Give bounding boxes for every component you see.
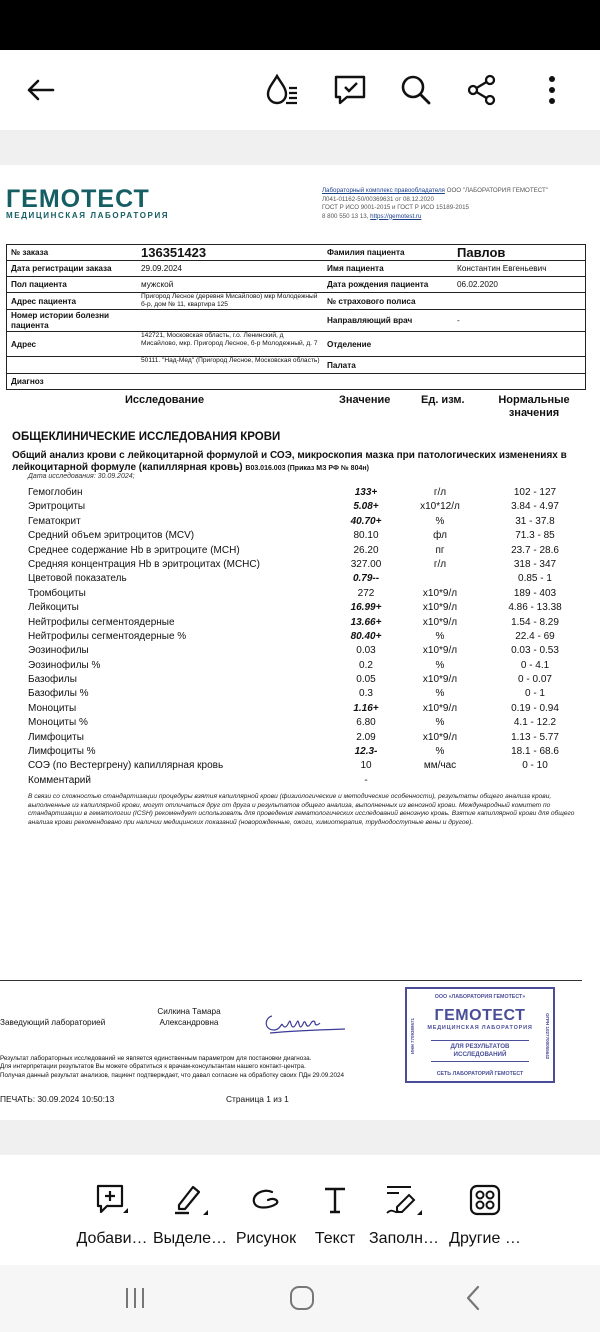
capillary-note: В связи со сложностью стандартизации процедуры взятия капиллярной крови (физиологические и методические особенности), результаты общего анализа крови, выполненные из капиллярной крови, могут отличаться друг от друга и результатов общего анализа, выполненных из венозной крови. Международный комитет по стандартизации в гематологии (ICSH) рекомендует использовать для проведения гематологических исследований венозную кровь. Взятие капиллярной крови для общего анализа крови рекомендовано при наличии медицинских показаний (новорожденные, ожоги, химиотерапия, труднодоступные вены и другое).	[28, 793, 575, 826]
result-range: 1.13 - 5.77	[511, 731, 559, 743]
logo-tagline: МЕДИЦИНСКАЯ ЛАБОРАТОРИЯ	[6, 211, 170, 220]
result-range: 31 - 37.8	[515, 515, 555, 527]
result-row	[0, 659, 600, 673]
stamp-bottom: СЕТЬ ЛАБОРАТОРИЙ ГЕМОТЕСТ	[436, 1071, 524, 1077]
tool-draw[interactable]	[226, 1180, 306, 1248]
disclaimer	[0, 1055, 380, 1080]
result-value: 0.3	[359, 688, 373, 700]
address2-value: 142721, Московская область, г.о. Ленинский, д Мисайлово, мкр. Пригород Лесное, б-р Молодежный, д. 7	[141, 332, 318, 347]
lab-license: Л041-01162-50/00369631 от 08.12.2020	[322, 195, 434, 203]
result-range: 0.03 - 0.53	[511, 645, 559, 657]
edit-toolbar	[0, 1155, 600, 1265]
tool-fill-sign[interactable]	[364, 1180, 444, 1248]
lab-link[interactable]: Лабораторный комплекс правообладателя	[322, 187, 445, 194]
result-value: 6.80	[356, 717, 376, 729]
lab-site-link[interactable]: https://gemotest.ru	[370, 212, 422, 220]
result-unit: мм/час	[423, 760, 457, 772]
lab-owner: ООО "ЛАБОРАТОРИЯ ГЕМОТЕСТ"	[444, 187, 549, 194]
disclaimer-line-2: Для интерпретации результатов Вы можете обратиться к врачам-консультантам нашего контакт-центра.	[0, 1063, 306, 1071]
result-range: 18.1 - 68.6	[511, 746, 559, 758]
result-unit: г/л	[433, 487, 447, 498]
test-title: Общий анализ крови с лейкоцитарной формулой и СОЭ, микроскопия мазка при патологических изменениях в лейкоцитарной формуле (капиллярная кровь)	[12, 450, 567, 473]
result-name: Цветовой показатель	[28, 573, 127, 585]
results-table	[0, 486, 600, 788]
back-arrow-icon[interactable]	[20, 70, 60, 110]
page-number: Страница 1 из 1	[226, 1094, 289, 1104]
stamp-top: ООО «ЛАБОРАТОРИЯ ГЕМОТЕСТ»	[434, 994, 526, 1000]
diagnosis-label: Диагноз	[11, 377, 44, 386]
result-row	[0, 702, 600, 716]
tool-highlight[interactable]	[150, 1180, 230, 1248]
result-name: СОЭ (по Вестергрену) капиллярная кровь	[28, 760, 224, 772]
result-value: -	[364, 774, 368, 786]
sex-value: мужской	[141, 280, 174, 289]
result-name: Лейкоциты	[28, 602, 79, 614]
result-value: 0.05	[356, 674, 376, 686]
result-value: 12.3-	[354, 746, 378, 758]
tool-label: Текст	[314, 1230, 356, 1247]
result-value: 0.03	[356, 645, 376, 657]
ink-drop-icon[interactable]	[262, 70, 302, 110]
result-value: 1.16+	[353, 702, 379, 714]
result-unit: х10*9/л	[422, 587, 458, 599]
result-name: Нейтрофилы сегментоядерные %	[28, 630, 187, 642]
stamp-inn: ИНН 7709389571	[410, 1018, 415, 1055]
result-unit: %	[435, 515, 445, 527]
result-unit: %	[435, 630, 445, 642]
lab-phone: 8 800 550 13 13,	[322, 212, 371, 220]
result-value: 13.66+	[350, 616, 382, 628]
signer-name: Силкина Тамара Александровна	[157, 1007, 221, 1027]
regdate-value: 29.09.2024	[141, 264, 182, 273]
result-name: Моноциты	[28, 702, 77, 714]
brand-logo	[6, 187, 169, 220]
result-name: Средняя концентрация Hb в эритроцитах (MCHC)	[28, 558, 260, 570]
result-row	[0, 601, 600, 615]
result-value: 40.70+	[350, 515, 382, 527]
tool-label: Добави…	[76, 1230, 148, 1247]
result-range: 4.86 - 13.38	[508, 602, 562, 614]
result-range: 0.85 - 1	[518, 573, 552, 585]
result-name: Гематокрит	[28, 515, 81, 527]
doctor-value: -	[457, 316, 460, 325]
result-row	[0, 558, 600, 572]
col-study: Исследование	[125, 394, 205, 406]
result-range: 4.1 - 12.2	[513, 717, 557, 729]
result-range: 189 - 403	[513, 587, 557, 599]
result-row	[0, 500, 600, 514]
tool-label: Рисунок	[235, 1230, 297, 1247]
address2-label: Адрес	[11, 340, 37, 349]
result-name: Тромбоциты	[28, 587, 86, 599]
home-icon[interactable]	[287, 1283, 317, 1313]
result-row	[0, 529, 600, 543]
result-row	[0, 759, 600, 773]
result-name: Лимфоциты	[28, 731, 84, 743]
result-name: Комментарий	[28, 774, 91, 786]
result-name: Эозинофилы %	[28, 659, 101, 671]
viewer-gap-top	[0, 130, 600, 165]
signer-role: Заведующий лабораторией	[0, 1018, 106, 1027]
fill-sign-icon	[364, 1180, 444, 1220]
nav-back-icon[interactable]	[458, 1283, 488, 1313]
result-row	[0, 544, 600, 558]
stamp-brand: ГЕМОТЕСТ	[434, 1007, 526, 1024]
stamp-ogrn: ОГРН 1027700055642	[545, 1012, 550, 1060]
order-number: 136351423	[141, 245, 207, 260]
search-icon[interactable]	[396, 70, 436, 110]
result-name: Среднее содержание Hb в эритроците (MCH)	[28, 544, 240, 556]
name-label: Имя пациента	[327, 264, 384, 273]
result-unit: фл	[433, 530, 447, 542]
grid-icon	[445, 1180, 525, 1220]
result-range: 0 - 10	[522, 760, 548, 772]
result-name: Средний объем эритроцитов (MCV)	[28, 530, 195, 542]
lab-stamp	[405, 987, 555, 1083]
result-name: Эритроциты	[28, 501, 86, 513]
col-value: Значение	[339, 394, 391, 406]
system-nav-bar	[0, 1265, 600, 1332]
result-row	[0, 616, 600, 630]
surname-value: Павлов	[457, 245, 506, 260]
result-row	[0, 745, 600, 759]
stamp-tagline: МЕДИЦИНСКАЯ ЛАБОРАТОРИЯ	[427, 1025, 533, 1031]
result-row	[0, 630, 600, 644]
more-vertical-icon[interactable]	[532, 70, 572, 110]
result-range: 1.54 - 8.29	[511, 616, 559, 628]
patient-table	[6, 244, 586, 390]
result-range: 318 - 347	[513, 558, 557, 570]
result-range: 0 - 1	[524, 688, 545, 700]
order-label: № заказа	[11, 248, 49, 257]
col-norm: Нормальные значения	[498, 394, 570, 419]
result-value: 0.2	[359, 659, 373, 671]
result-range: 22.4 - 69	[515, 630, 555, 642]
pdf-page[interactable]	[0, 165, 600, 1120]
recents-icon[interactable]	[120, 1283, 150, 1313]
comment-icon[interactable]	[330, 70, 370, 110]
result-value: 16.99+	[350, 602, 382, 614]
result-row	[0, 731, 600, 745]
result-name: Нейтрофилы сегментоядерные	[28, 616, 175, 628]
result-row	[0, 774, 600, 788]
result-name: Базофилы %	[28, 688, 89, 700]
result-unit: х10*9/л	[422, 702, 458, 714]
result-unit: х10*9/л	[422, 616, 458, 628]
result-range: 0 - 4.1	[520, 659, 550, 671]
result-unit: х10*9/л	[422, 674, 458, 686]
status-bar	[0, 0, 600, 50]
result-name: Эозинофилы	[28, 645, 89, 657]
signature-icon	[262, 1010, 348, 1043]
study-date: Дата исследования: 30.09.2024;	[28, 473, 135, 480]
result-unit: %	[435, 746, 445, 758]
result-range: 0 - 0.07	[518, 674, 552, 686]
result-row	[0, 644, 600, 658]
tool-label: Заполн…	[369, 1230, 439, 1247]
surname-label: Фамилия пациента	[327, 248, 405, 257]
result-unit: х10*9/л	[422, 645, 458, 657]
result-row	[0, 587, 600, 601]
col-unit: Ед. изм.	[421, 394, 465, 406]
result-value: 26.20	[353, 544, 379, 556]
result-value: 5.08+	[353, 501, 379, 513]
result-unit: %	[435, 659, 445, 671]
share-icon[interactable]	[462, 70, 502, 110]
result-value: 0.79--	[352, 573, 380, 585]
test-code: B03.016.003 (Приказ МЗ РФ № 804н)	[245, 464, 369, 472]
address-label: Адрес пациента	[11, 297, 77, 306]
disclaimer-line-1: Результат лабораторных исследований не является единственным параметром для постановки диагноза.	[0, 1055, 312, 1062]
result-range: 0.19 - 0.94	[511, 702, 559, 714]
result-row	[0, 572, 600, 586]
result-row	[0, 687, 600, 701]
draw-icon	[226, 1180, 306, 1220]
highlighter-icon	[150, 1180, 230, 1220]
result-range: 23.7 - 28.6	[511, 544, 559, 556]
disclaimer-line-3: Получая данный результат анализов, пациент подтверждает, что давал согласие на обработку своих ПДн 29.09.2024	[0, 1071, 344, 1079]
tool-add-comment[interactable]	[72, 1180, 152, 1248]
birth-label: Дата рождения пациента	[327, 280, 429, 289]
add-comment-icon	[72, 1180, 152, 1220]
result-range: 71.3 - 85	[515, 530, 555, 542]
lab-gost: ГОСТ Р ИСО 9001-2015 и ГОСТ Р ИСО 15189-2015	[322, 204, 469, 211]
result-value: 10	[360, 760, 372, 772]
result-unit: х10*9/л	[422, 731, 458, 743]
tool-label: Выделе…	[152, 1230, 228, 1247]
department-label: Отделение	[327, 340, 372, 349]
app-toolbar	[0, 50, 600, 130]
section-title: ОБЩЕКЛИНИЧЕСКИЕ ИССЛЕДОВАНИЯ КРОВИ	[12, 431, 281, 443]
sex-label: Пол пациента	[11, 280, 67, 289]
tool-more[interactable]	[445, 1180, 525, 1248]
ward-label: Палата	[327, 361, 356, 370]
result-unit: %	[435, 717, 445, 729]
result-unit: г/л	[433, 558, 447, 570]
result-range: 102 - 127	[513, 487, 557, 498]
divider	[0, 980, 582, 981]
regdate-label: Дата регистрации заказа	[11, 264, 112, 273]
viewer-gap-bottom	[0, 1120, 600, 1155]
name-value: Константин Евгеньевич	[457, 264, 547, 273]
result-range: 3.84 - 4.97	[511, 501, 559, 513]
print-date: ПЕЧАТЬ: 30.09.2024 10:50:13	[0, 1094, 115, 1104]
result-row	[0, 716, 600, 730]
result-name: Лимфоциты %	[28, 746, 96, 758]
history-label: Номер истории болезни пациента	[11, 311, 110, 330]
result-value: 272	[357, 587, 375, 599]
tool-label: Другие …	[449, 1230, 521, 1247]
logo-name: ГЕМОТЕСТ	[6, 185, 150, 213]
result-unit: х10*12/л	[420, 501, 460, 513]
result-name: Гемоглобин	[28, 487, 83, 498]
result-name: Моноциты %	[28, 717, 88, 729]
doctor-label: Направляющий врач	[327, 316, 413, 325]
result-value: 2.09	[356, 731, 376, 743]
result-row	[0, 673, 600, 687]
result-row	[0, 515, 600, 529]
result-name: Базофилы	[28, 674, 77, 686]
result-unit: х10*9/л	[422, 602, 458, 614]
result-value: 133+	[354, 487, 378, 498]
result-value: 327.00	[350, 558, 382, 570]
test-subtitle	[12, 450, 588, 474]
birth-value: 06.02.2020	[457, 280, 498, 289]
result-unit: %	[435, 688, 445, 700]
stamp-middle: ДЛЯ РЕЗУЛЬТАТОВ ИССЛЕДОВАНИЙ	[431, 1040, 529, 1062]
clinic-value: 50111. "Над-Мед" (Пригород Лесное, Московская область)	[141, 357, 320, 364]
text-icon	[295, 1180, 375, 1220]
result-value: 80.40+	[350, 630, 382, 642]
address-value: Пригород Лесное (деревня Мисайлово) мкр Молодежный б-р, дом № 11, квартира 125	[141, 293, 318, 308]
lab-info	[322, 187, 594, 221]
policy-label: № страхового полиса	[327, 297, 416, 306]
result-row	[0, 486, 600, 500]
result-value: 80.10	[353, 530, 379, 542]
result-unit: пг	[435, 544, 445, 556]
tool-text[interactable]	[295, 1180, 375, 1248]
